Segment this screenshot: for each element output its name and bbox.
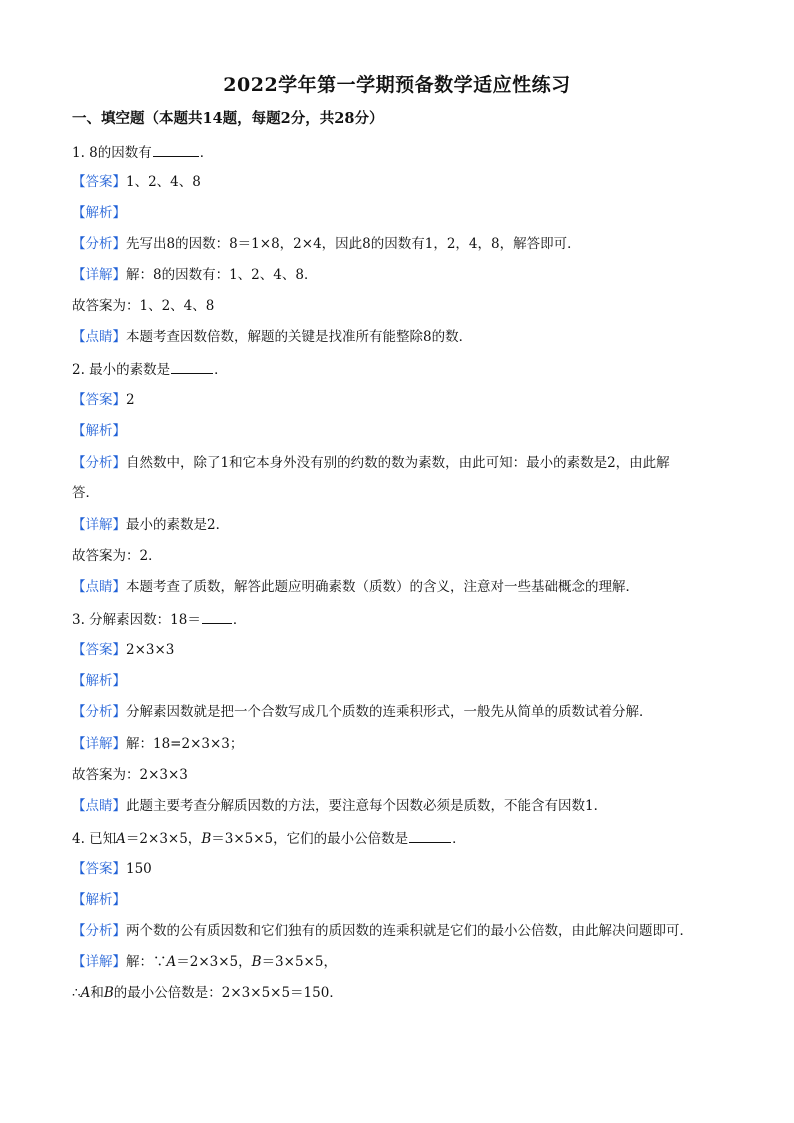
q1-end: ． (199, 145, 214, 161)
q3-end: ． (232, 612, 247, 628)
q4-num: 4. 已知 (72, 831, 117, 847)
var-a: A (166, 954, 177, 970)
q2-analysis (72, 422, 126, 440)
fenxi-tag: 【分析】 (72, 704, 126, 720)
q1-detail-text: 解：8的因数有：1、2、4、8． (126, 267, 318, 283)
q3-detail-text: 解：18=2×3×3； (126, 736, 244, 752)
detail-tag: 【详解】 (72, 954, 126, 970)
q2-answer (72, 391, 135, 409)
q3-fenxi-text: 分解素因数就是把一个合数写成几个质数的连乘积形式，一般先从简单的质数试着分解． (126, 704, 653, 720)
q1-dianjing (72, 328, 472, 346)
q1-dianjing-text: 本题考查因数倍数，解题的关键是找准所有能整除8的数． (126, 329, 473, 345)
q3-text: 3. 分解素因数：18＝ (72, 612, 201, 628)
q2-end: ． (214, 362, 228, 378)
var-a: A (80, 985, 91, 1001)
q2-dianjing (72, 578, 639, 596)
analysis-tag: 【解析】 (72, 673, 126, 689)
answer-tag: 【答案】 (72, 174, 126, 190)
q3-answer-text: 2×3×3 (126, 642, 175, 658)
q4-final (72, 984, 343, 1002)
var-b: B (103, 985, 114, 1001)
q4-fenxi-text: 两个数的公有质因数和它们独有的质因数的连乘积就是它们的最小公倍数，由此解决问题即可． (126, 923, 693, 939)
q1-conclusion: 故答案为：1、2、4、8 (72, 298, 215, 314)
therefore-symbol: ∴ (72, 985, 81, 1001)
q4-answer (72, 860, 152, 878)
analysis-tag: 【解析】 (72, 892, 126, 908)
analysis-tag: 【解析】 (72, 423, 126, 439)
q2-answer-text: 2 (126, 392, 135, 408)
q4-final-mid: 和 (90, 985, 104, 1001)
q1-fenxi (72, 235, 581, 253)
q4-a-expr: ＝2×3×5， (125, 831, 202, 847)
q4-question (72, 829, 466, 848)
answer-tag: 【答案】 (72, 392, 126, 408)
q1-question (72, 143, 213, 162)
analysis-tag: 【解析】 (72, 205, 126, 221)
q4-detail (72, 953, 337, 971)
dianjing-tag: 【点睛】 (72, 329, 126, 345)
fenxi-tag: 【分析】 (72, 236, 126, 252)
q3-conclusion: 故答案为：2×3×3 (72, 767, 188, 783)
q1-detail (72, 266, 317, 284)
q3-question (72, 610, 246, 629)
detail-tag: 【详解】 (72, 267, 126, 283)
q2-detail (72, 516, 229, 534)
answer-tag: 【答案】 (72, 642, 126, 658)
q3-dianjing (72, 797, 607, 815)
dianjing-tag: 【点睛】 (72, 579, 126, 595)
q2-fenxi-cont: 答． (72, 485, 99, 501)
q4-end: ． (452, 831, 466, 847)
q2-text: 2. 最小的素数是 (72, 362, 171, 378)
q3-answer (72, 641, 174, 659)
q3-fenxi (72, 703, 653, 721)
q4-detail-pre: 解：∵ (126, 954, 167, 970)
q1-answer-text: 1、2、4、8 (126, 174, 201, 190)
q4-final-post: 的最小公倍数是：2×3×5×5＝150． (113, 985, 343, 1001)
section-heading: 一、填空题（本题共14题，每题2分，共28分） (72, 110, 384, 127)
var-a: A (116, 831, 126, 847)
q2-dianjing-text: 本题考查了质数，解答此题应明确素数（质数）的含义，注意对一些基础概念的理解． (126, 579, 639, 595)
q4-detail-mid: ＝2×3×5， (176, 954, 252, 970)
q4-analysis (72, 891, 126, 909)
var-b: B (251, 954, 262, 970)
answer-blank (409, 829, 451, 843)
q3-detail (72, 735, 243, 753)
q4-fenxi (72, 922, 693, 940)
q4-answer-text: 150 (126, 861, 152, 877)
q2-fenxi-text: 自然数中，除了1和它本身外没有别的约数的数为素数，由此可知：最小的素数是2，由此解 (126, 455, 670, 471)
fenxi-tag: 【分析】 (72, 455, 126, 471)
var-b: B (201, 831, 212, 847)
q3-dianjing-text: 此题主要考查分解质因数的方法，要注意每个因数必须是质数，不能含有因数1． (126, 798, 608, 814)
q3-analysis (72, 672, 126, 690)
answer-blank (153, 143, 199, 157)
q2-conclusion: 故答案为：2． (72, 548, 162, 564)
q4-detail-post: ＝3×5×5， (261, 954, 337, 970)
fenxi-tag: 【分析】 (72, 923, 126, 939)
detail-tag: 【详解】 (72, 736, 126, 752)
answer-tag: 【答案】 (72, 861, 126, 877)
detail-tag: 【详解】 (72, 517, 126, 533)
q2-question (72, 360, 228, 379)
q1-analysis (72, 204, 126, 222)
answer-blank (171, 360, 213, 374)
q1-answer (72, 173, 201, 191)
q2-detail-text: 最小的素数是2． (126, 517, 230, 533)
page-title: 2022学年第一学期预备数学适应性练习 (223, 74, 571, 96)
q4-b-expr: ＝3×5×5，它们的最小公倍数是 (211, 831, 409, 847)
answer-blank (202, 610, 232, 624)
q2-fenxi (72, 454, 670, 472)
q1-text: 1. 8的因数有 (72, 145, 152, 161)
dianjing-tag: 【点睛】 (72, 798, 126, 814)
q1-fenxi-text: 先写出8的因数：8＝1×8，2×4，因此8的因数有1，2，4，8，解答即可． (126, 236, 581, 252)
